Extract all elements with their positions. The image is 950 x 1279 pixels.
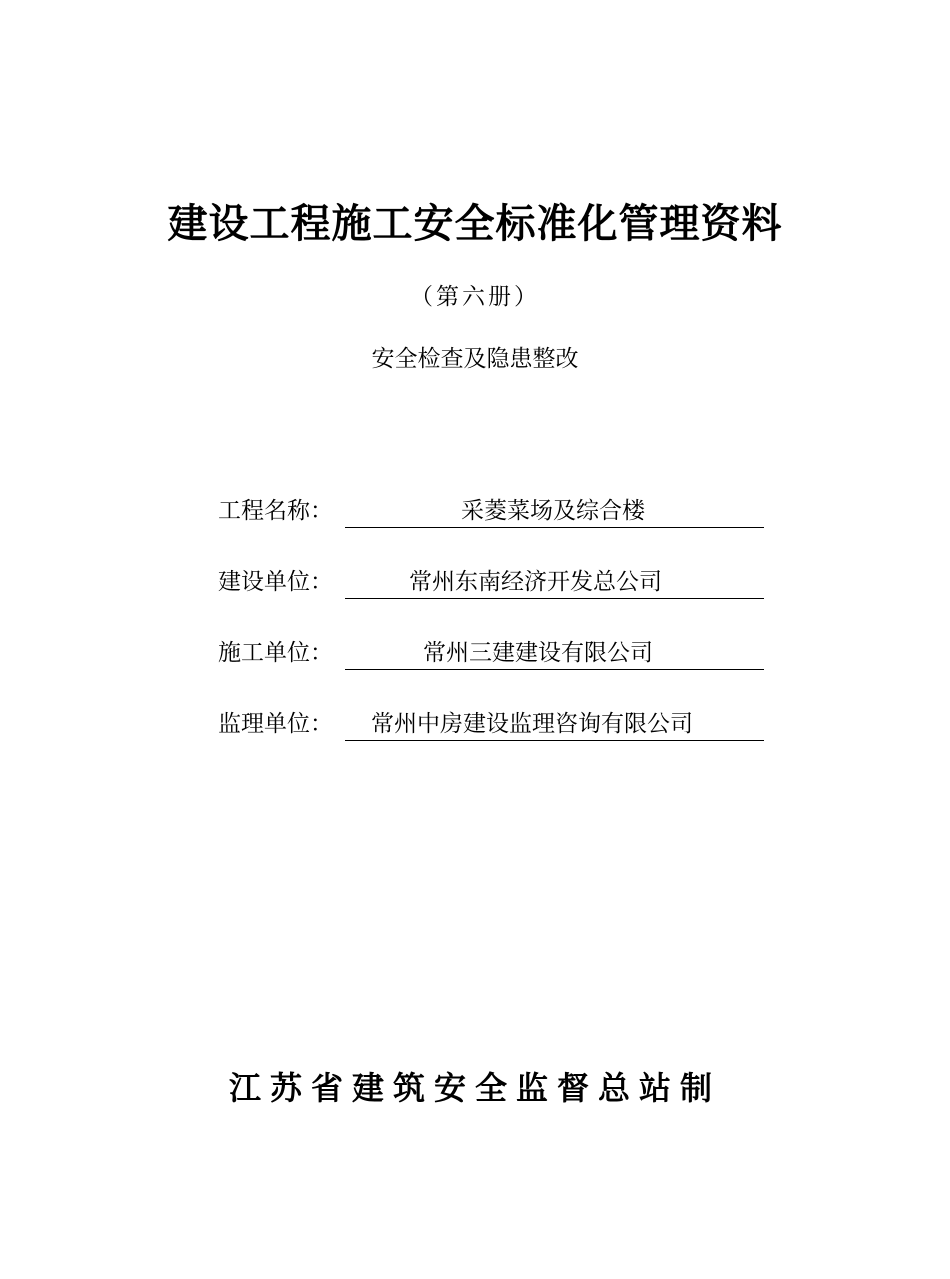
- field-label: 施工单位：: [218, 640, 333, 666]
- document-subtitle: 安全检查及隐患整改: [371, 346, 579, 372]
- field-contractor-unit: [218, 630, 764, 670]
- field-supervision-unit: [218, 701, 764, 741]
- issuer-footer: 江苏省建筑安全监督总站制: [228, 1069, 721, 1107]
- document-title: 建设工程施工安全标准化管理资料: [167, 200, 783, 247]
- field-value: 常州东南经济开发总公司: [345, 566, 764, 599]
- field-value: 常州中房建设监理咨询有限公司: [345, 708, 764, 741]
- field-project-name: [218, 488, 764, 528]
- volume-label: （第六册）: [410, 284, 540, 310]
- field-value: 常州三建建设有限公司: [345, 637, 764, 670]
- project-info-block: [218, 488, 764, 772]
- field-value: 采菱菜场及综合楼: [345, 495, 764, 528]
- field-label: 监理单位：: [218, 711, 333, 737]
- field-label: 建设单位：: [218, 569, 333, 595]
- field-construction-unit: [218, 559, 764, 599]
- field-label: 工程名称：: [218, 498, 333, 524]
